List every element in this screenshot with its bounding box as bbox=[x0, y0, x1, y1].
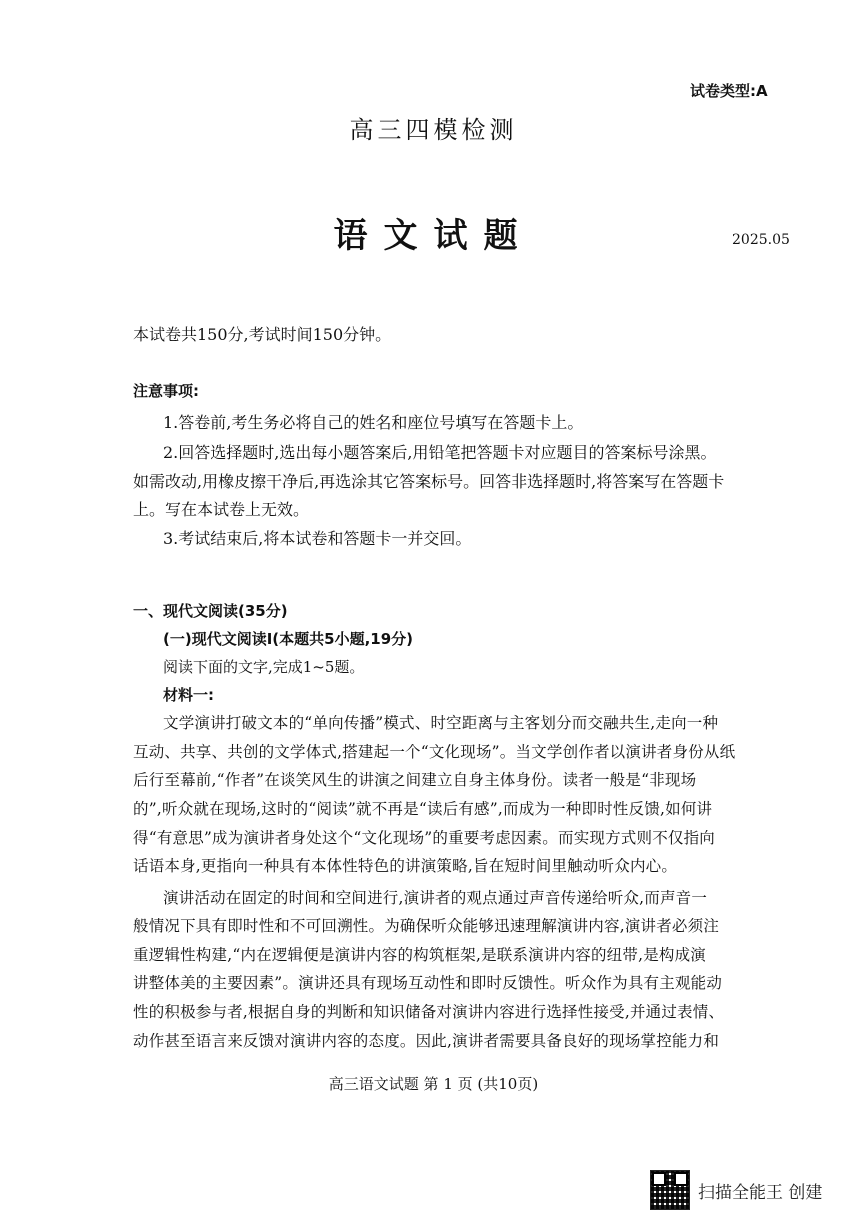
notice-line: 上。写在本试卷上无效。 bbox=[133, 500, 310, 519]
watermark-text: 扫描全能王 创建 bbox=[698, 1182, 823, 1203]
passage-line: 重逻辑性构建,“内在逻辑便是演讲内容的构筑框架,是联系演讲内容的纽带,是构成演 bbox=[133, 946, 707, 964]
notice-line: 3.考试结束后,将本试卷和答题卡一并交回。 bbox=[163, 529, 472, 548]
passage-line: 的”,听众就在现场,这时的“阅读”就不再是“读后有感”,而成为一种即时性反馈,如何讲 bbox=[133, 800, 713, 818]
passage-line: 话语本身,更指向一种具有本体性特色的讲演策略,旨在短时间里触动听众内心。 bbox=[133, 857, 678, 875]
exam-title: 高三四模检测 bbox=[349, 116, 518, 144]
passage-line: 互动、共享、共创的文学体式,搭建起一个“文化现场”。当文学创作者以演讲者身份从纸 bbox=[133, 743, 736, 761]
passage-line: 后行至幕前,“作者”在谈笑风生的讲演之间建立自身主体身份。读者一般是“非现场 bbox=[133, 771, 697, 789]
material-label: 材料一: bbox=[163, 686, 214, 704]
section-title: 一、现代文阅读(35分) bbox=[133, 602, 288, 620]
paper-type-label: 试卷类型:A bbox=[690, 82, 768, 100]
notice-line: 2.回答选择题时,选出每小题答案后,用铅笔把答题卡对应题目的答案标号涂黑。 bbox=[163, 443, 717, 462]
page-footer: 高三语文试题 第 1 页 (共10页) bbox=[328, 1075, 539, 1093]
passage-line: 般情况下具有即时性和不可回溯性。为确保听众能够迅速理解演讲内容,演讲者必须注 bbox=[133, 917, 720, 935]
exam-intro: 本试卷共150分,考试时间150分钟。 bbox=[133, 325, 392, 344]
notice-title: 注意事项: bbox=[133, 382, 199, 400]
passage-line: 得“有意思”成为演讲者身处这个“文化现场”的重要考虑因素。而实现方式则不仅指向 bbox=[133, 829, 715, 847]
subsection-title: (一)现代文阅读I(本题共5小题,19分) bbox=[163, 630, 414, 648]
notice-line: 如需改动,用橡皮擦干净后,再选涂其它答案标号。回答非选择题时,将答案写在答题卡 bbox=[133, 472, 725, 491]
reading-instruction: 阅读下面的文字,完成1~5题。 bbox=[163, 658, 365, 676]
subject-title: 语文试题 bbox=[333, 216, 534, 256]
qr-code-icon bbox=[650, 1170, 690, 1210]
passage-line: 动作甚至语言来反馈对演讲内容的态度。因此,演讲者需要具备良好的现场掌控能力和 bbox=[133, 1032, 720, 1050]
passage-line: 演讲活动在固定的时间和空间进行,演讲者的观点通过声音传递给听众,而声音一 bbox=[163, 889, 708, 907]
passage-line: 文学演讲打破文本的“单向传播”模式、时空距离与主客划分而交融共生,走向一种 bbox=[163, 714, 719, 732]
notice-line: 1.答卷前,考生务必将自己的姓名和座位号填写在答题卡上。 bbox=[163, 413, 584, 432]
exam-date: 2025.05 bbox=[732, 232, 790, 248]
passage-line: 性的积极参与者,根据自身的判断和知识储备对演讲内容进行选择性接受,并通过表情、 bbox=[133, 1003, 725, 1021]
passage-line: 讲整体美的主要因素”。演讲还具有现场互动性和即时反馈性。听众作为具有主观能动 bbox=[133, 974, 723, 992]
scanner-watermark bbox=[650, 1170, 822, 1210]
